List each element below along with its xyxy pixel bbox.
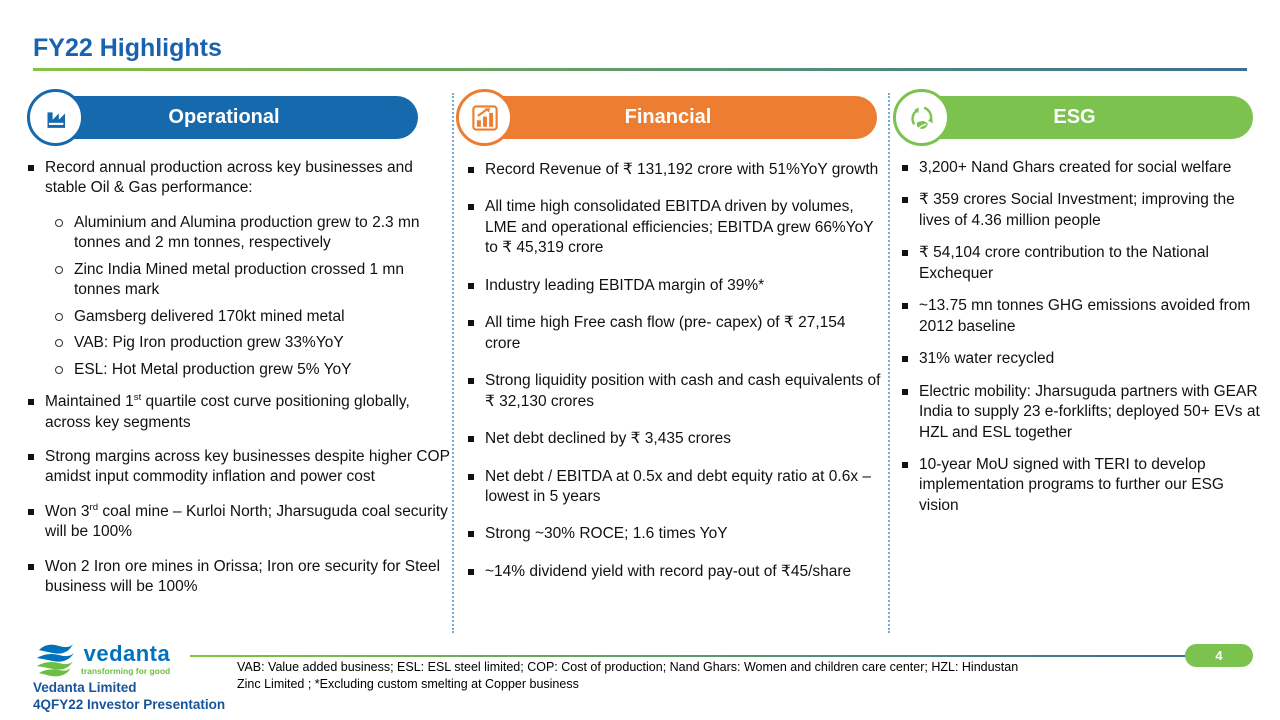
- square-bullet-marker: [28, 509, 34, 515]
- bullet-text: VAB: Pig Iron production grew 33%YoY: [74, 334, 344, 352]
- square-bullet-marker: [468, 474, 474, 480]
- square-bullet-marker: [468, 436, 474, 442]
- financial-column: [468, 160, 882, 599]
- bullet-text: Strong liquidity position with cash and cash equivalents of ₹ 32,130 crores: [485, 372, 881, 410]
- circle-bullet-marker: [55, 266, 63, 274]
- operational-header: [30, 96, 418, 139]
- bullet-text: 10-year MoU signed with TERI to develop implementation programs to further our ESG vision: [919, 455, 1224, 514]
- square-bullet-marker: [468, 531, 474, 537]
- bullet-text: Record Revenue of ₹ 131,192 crore with 51%YoY growth: [485, 161, 879, 178]
- vedanta-logo: [33, 641, 170, 681]
- footnote: [237, 659, 1197, 693]
- bullet-text: Strong margins across key businesses despite higher COP amidst input commodity inflation and power cost: [45, 447, 450, 486]
- factory-icon: [27, 89, 84, 146]
- page-number-badge: 4: [1185, 644, 1253, 667]
- square-bullet-marker: [468, 204, 474, 210]
- footer-company-block: [33, 679, 225, 714]
- company-name: Vedanta Limited: [33, 680, 137, 695]
- sub-bullet-item: [55, 213, 450, 254]
- bullet-text: Strong ~30% ROCE; 1.6 times YoY: [485, 525, 728, 543]
- bullet-text: ₹ 359 crores Social Investment; improving the lives of 4.36 million people: [919, 191, 1235, 229]
- bullet-item: [902, 190, 1260, 231]
- sub-bullet-item: [55, 260, 450, 301]
- bullet-text: Electric mobility: Jharsuguda partners with GEAR India to supply 23 e-forklifts; deployed 50+ EVs at HZL and ESL together: [919, 382, 1260, 441]
- square-bullet-marker: [902, 303, 908, 309]
- square-bullet-marker: [902, 389, 908, 395]
- square-bullet-marker: [902, 165, 908, 171]
- esg-column: [902, 158, 1260, 528]
- bullet-item: [468, 562, 882, 582]
- column-separator: [888, 93, 890, 633]
- footnote-line: Zinc Limited ; *Excluding custom smelting at Copper business: [237, 676, 579, 691]
- brand-tagline: transforming for good: [81, 666, 171, 676]
- bullet-item: [468, 160, 882, 180]
- bullet-text: Won 2 Iron ore mines in Orissa; Iron ore security for Steel business will be 100%: [45, 557, 441, 596]
- bullet-item: [902, 296, 1260, 337]
- bullet-item: [902, 243, 1260, 284]
- bullet-text: ESL: Hot Metal production grew 5% YoY: [74, 360, 352, 378]
- bullet-item: [902, 158, 1260, 178]
- bullet-item: [28, 502, 450, 543]
- square-bullet-marker: [468, 378, 474, 384]
- bullet-item: [28, 557, 450, 598]
- square-bullet-marker: [902, 356, 908, 362]
- bullet-item: [28, 158, 450, 199]
- square-bullet-marker: [468, 167, 474, 173]
- bullet-item: [468, 429, 882, 449]
- bullet-text: Zinc India Mined metal production crossed 1 mn tonnes mark: [74, 260, 404, 299]
- recycle-leaf-icon: [893, 89, 950, 146]
- operational-header-label: Operational: [168, 106, 280, 128]
- circle-bullet-marker: [55, 219, 63, 227]
- footnote-line: VAB: Value added business; ESL: ESL steel limited; COP: Cost of production; Nand Ghars: Women and children care center; HZL: Hindustan: [237, 660, 1019, 674]
- circle-bullet-marker: [55, 366, 63, 374]
- brand-name: vedanta: [83, 641, 171, 666]
- bullet-text: Aluminium and Alumina production grew to 2.3 mn tonnes and 2 mn tonnes, respectively: [74, 213, 420, 252]
- bar-chart-growth-icon: [456, 89, 513, 146]
- vedanta-leaf-logo-icon: [33, 641, 77, 681]
- sub-bullet-item: [55, 307, 450, 327]
- column-separator: [452, 93, 454, 633]
- footnote-divider: [190, 655, 1188, 657]
- square-bullet-marker: [28, 399, 34, 405]
- bullet-text: All time high Free cash flow (pre- capex) of ₹ 27,154 crore: [485, 314, 846, 352]
- bullet-item: [468, 313, 882, 354]
- bullet-text: ~13.75 mn tonnes GHG emissions avoided from 2012 baseline: [919, 297, 1251, 335]
- square-bullet-marker: [468, 283, 474, 289]
- bullet-text: Net debt / EBITDA at 0.5x and debt equity ratio at 0.6x – lowest in 5 years: [485, 467, 872, 505]
- square-bullet-marker: [902, 462, 908, 468]
- bullet-item: [468, 276, 882, 296]
- square-bullet-marker: [28, 454, 34, 460]
- title-divider: [33, 68, 1247, 71]
- bullet-item: [468, 371, 882, 412]
- square-bullet-marker: [468, 569, 474, 575]
- bullet-item: [28, 392, 450, 433]
- operational-column: [28, 158, 450, 612]
- square-bullet-marker: [28, 165, 34, 171]
- circle-bullet-marker: [55, 339, 63, 347]
- bullet-text: Net debt declined by ₹ 3,435 crores: [485, 430, 731, 448]
- bullet-item: [902, 382, 1260, 443]
- square-bullet-marker: [902, 250, 908, 256]
- bullet-item: [468, 524, 882, 544]
- page-title: FY22 Highlights: [33, 34, 222, 62]
- bullet-text: ~14% dividend yield with record pay-out of ₹45/share: [485, 562, 852, 580]
- bullet-text: ₹ 54,104 crore contribution to the National Exchequer: [919, 244, 1209, 282]
- bullet-text: Maintained 1st quartile cost curve positioning globally, across key segments: [45, 391, 410, 431]
- esg-header-label: ESG: [1053, 106, 1096, 128]
- bullet-item: [468, 197, 882, 258]
- bullet-text: 3,200+ Nand Ghars created for social welfare: [919, 159, 1232, 176]
- bullet-text: Record annual production across key businesses and stable Oil & Gas performance:: [45, 159, 413, 197]
- sub-bullet-item: [55, 333, 450, 353]
- financial-header-label: Financial: [624, 106, 712, 128]
- bullet-item: [468, 467, 882, 508]
- bullet-text: 31% water recycled: [919, 350, 1055, 368]
- esg-header: [896, 96, 1253, 139]
- bullet-text: Industry leading EBITDA margin of 39%*: [485, 276, 765, 294]
- circle-bullet-marker: [55, 313, 63, 321]
- sub-bullet-item: [55, 360, 450, 380]
- square-bullet-marker: [468, 320, 474, 326]
- bullet-item: [28, 447, 450, 488]
- bullet-text: Gamsberg delivered 170kt mined metal: [74, 307, 345, 325]
- square-bullet-marker: [28, 564, 34, 570]
- financial-header: [459, 96, 877, 139]
- bullet-item: [902, 455, 1260, 516]
- square-bullet-marker: [902, 197, 908, 203]
- presentation-name: 4QFY22 Investor Presentation: [33, 697, 226, 713]
- bullet-text: All time high consolidated EBITDA driven by volumes, LME and operational efficiencies; EBITDA grew 66%YoY to ₹ 45,319 crore: [485, 198, 874, 257]
- bullet-text: Won 3rd coal mine – Kurloi North; Jharsuguda coal security will be 100%: [45, 501, 448, 541]
- bullet-item: [902, 349, 1260, 369]
